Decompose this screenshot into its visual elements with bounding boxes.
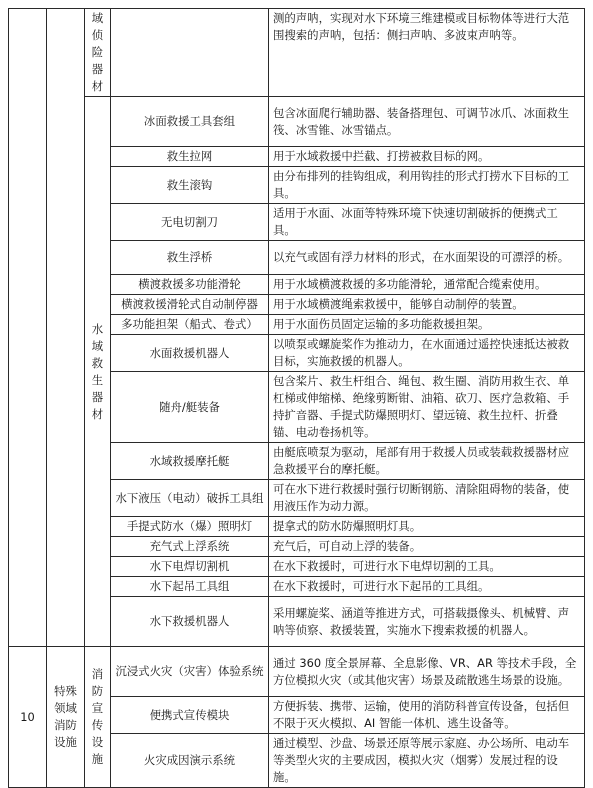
item-description: 方便拆装、携带、运输，使用的消防科普宣传设备，包括但不限于灭火模拟、AI 智能一体机、逃生设备等。 — [269, 697, 585, 734]
name-cell-empty — [111, 9, 269, 97]
subcategory-cell: 域侦险器材 — [85, 9, 111, 97]
table-row — [9, 97, 585, 147]
item-name: 多功能担架（船式、卷式） — [111, 315, 269, 335]
item-description: 提拿式的防水防爆照明灯具。 — [269, 517, 585, 537]
item-description: 可在水下进行救援时强行切断钢筋、清除阻碍物的装备，使用液压作为动力源。 — [269, 480, 585, 517]
item-name: 手提式防水（爆）照明灯 — [111, 517, 269, 537]
item-description: 由分布排列的挂钩组成，利用钩挂的形式打捞水下目标的工具。 — [269, 167, 585, 204]
item-description: 通过模型、沙盘、场景还原等展示家庭、办公场所、电动车等类型火灾的主要成因，模拟火灾（烟雾）发展过程的设施。 — [269, 734, 585, 788]
item-name: 水下电焊切割机 — [111, 557, 269, 577]
item-name: 水域救援摩托艇 — [111, 443, 269, 480]
table-row — [9, 9, 585, 97]
item-name: 水下液压（电动）破拆工具组 — [111, 480, 269, 517]
item-name: 横渡救援滑轮式自动制停器 — [111, 295, 269, 315]
item-description: 用于水域救援中拦截、打捞被救目标的网。 — [269, 147, 585, 167]
equipment-table — [8, 8, 585, 788]
item-description: 通过 360 度全景屏幕、全息影像、VR、AR 等技术手段，全方位模拟火灾（或其他灾害）场景及疏散逃生场景的设施。 — [269, 647, 585, 697]
item-name: 无电切割刀 — [111, 204, 269, 241]
item-description: 采用螺旋桨、涵道等推进方式，可搭载摄像头、机械臂、声呐等侦察、救援装置，实施水下搜索救援的机器人。 — [269, 597, 585, 647]
table-row — [9, 647, 585, 697]
number-cell-empty — [9, 9, 47, 647]
item-name: 水下救援机器人 — [111, 597, 269, 647]
item-name: 火灾成因演示系统 — [111, 734, 269, 788]
description-cell: 测的声呐，实现对水下环境三维建模或目标物体等进行大范围搜索的声呐，包括：侧扫声呐、多波束声呐等。 — [269, 9, 585, 97]
item-name: 横渡救援多功能滑轮 — [111, 275, 269, 295]
item-name: 救生浮桥 — [111, 241, 269, 275]
item-name: 冰面救援工具套组 — [111, 97, 269, 147]
item-description: 适用于水面、冰面等特殊环境下快速切割破拆的便携式工具。 — [269, 204, 585, 241]
item-description: 用于水域横渡救援的多功能滑轮，通常配合缆索使用。 — [269, 275, 585, 295]
subcategory-cell: 水域救生器材 — [85, 97, 111, 647]
item-description: 以充气或固有浮力材料的形式，在水面架设的可漂浮的桥。 — [269, 241, 585, 275]
document-page — [8, 8, 584, 788]
item-description: 以喷泵或螺旋桨作为推动力，在水面通过遥控快速抵达被救目标，实施救援的机器人。 — [269, 335, 585, 372]
item-name: 沉浸式火灾（灾害）体验系统 — [111, 647, 269, 697]
item-name: 随舟/艇装备 — [111, 372, 269, 443]
item-description: 用于水域横渡绳索救援中，能够自动制停的装置。 — [269, 295, 585, 315]
item-name: 水下起吊工具组 — [111, 577, 269, 597]
category-cell: 特殊领域消防设施 — [47, 647, 85, 788]
item-name: 充气式上浮系统 — [111, 537, 269, 557]
item-name: 救生滚钩 — [111, 167, 269, 204]
item-description: 包含桨片、救生杆组合、绳包、救生圈、消防用救生衣、单杠梯或伸缩梯、绝缘剪断钳、油箱、砍刀、医疗急救箱、手持扩音器、手提式防爆照明灯、望远镜、救生拉杆、折叠锚、电动卷扬机等。 — [269, 372, 585, 443]
item-description: 包含冰面爬行辅助器、装备搭理包、可调节冰爪、冰面救生筏、冰雪锥、冰雪锚点。 — [269, 97, 585, 147]
item-description: 在水下救援时，可进行水下电焊切割的工具。 — [269, 557, 585, 577]
item-description: 由艇底喷泵为驱动，尾部有用于救援人员或装载救援器材应急救援平台的摩托艇。 — [269, 443, 585, 480]
row-number: 10 — [9, 647, 47, 788]
item-name: 水面救援机器人 — [111, 335, 269, 372]
item-description: 充气后，可自动上浮的装备。 — [269, 537, 585, 557]
item-name: 便携式宣传模块 — [111, 697, 269, 734]
item-name: 救生拉网 — [111, 147, 269, 167]
item-description: 在水下救援时，可进行水下起吊的工具组。 — [269, 577, 585, 597]
subcategory-cell: 消防宣传设施 — [85, 647, 111, 788]
category-cell-empty — [47, 9, 85, 647]
item-description: 用于水面伤员固定运输的多功能救援担架。 — [269, 315, 585, 335]
